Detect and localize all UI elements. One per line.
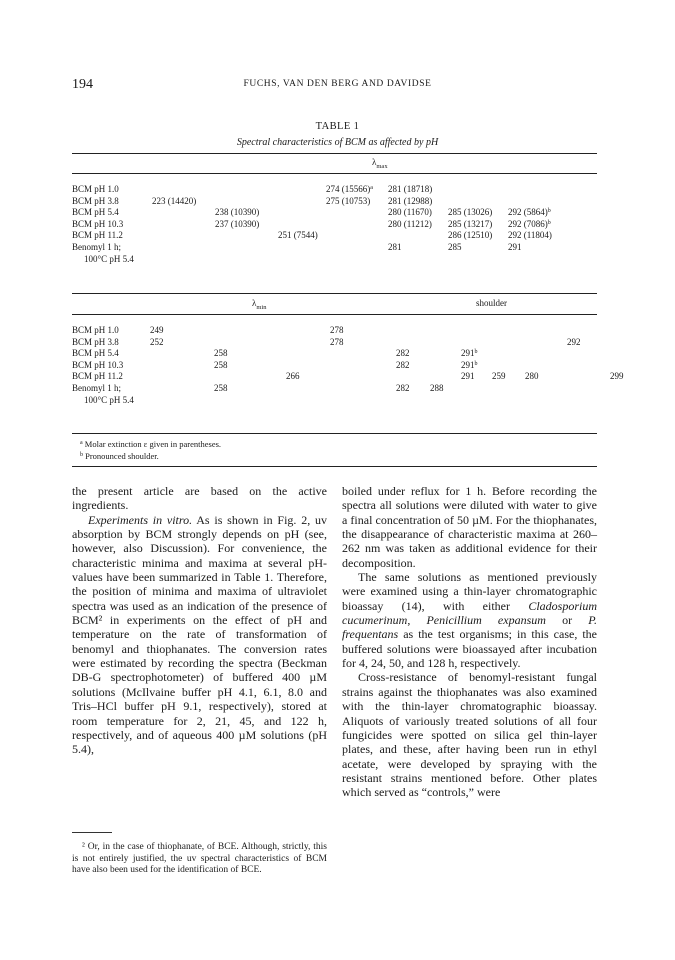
- paragraph: Cross-resistance of benomyl-resistant fungal strains against the thiophanates was also examined with the thin-layer chromatographic bioassay. Aliquots of variously treated solutions of all four fungicides were spotted on silica gel thin-layer plates, and these, after having been run in ethyl acetate, were developed by spraying with the resistant strains mentioned before. Other plates which served as “controls,” were: [342, 670, 597, 800]
- table-cell: 299: [610, 371, 624, 382]
- table-cell: 251 (7544): [278, 230, 318, 241]
- table-cell: 292 (11804): [508, 230, 552, 241]
- table-cell: 266: [286, 371, 300, 382]
- table-cell: 292: [567, 336, 581, 347]
- table-cell: 258: [214, 383, 228, 393]
- table-row-label: 100°C pH 5.4: [84, 394, 134, 405]
- lambda-min-header: $\lambda_{min}$: [252, 298, 267, 311]
- table-row-label: 100°C pH 5.4: [84, 253, 134, 264]
- table-row-label: Benomyl 1 h;: [72, 242, 121, 252]
- table-cell: 280: [525, 371, 539, 382]
- table-cell: 259: [492, 371, 506, 382]
- table-cell: 285 (13026): [448, 207, 493, 218]
- table-row-label: BCM pH 11.2: [72, 371, 123, 382]
- table-cell: 285 (13217): [448, 218, 493, 229]
- table-caption: Spectral characteristics of BCM as affected by pH: [236, 137, 439, 148]
- table-mid-rule: [72, 293, 597, 294]
- table-row-label: BCM pH 10.3: [72, 359, 124, 370]
- table-cell: 291$^b$: [461, 359, 478, 370]
- table-cell: 278: [330, 336, 344, 347]
- table-row-label: BCM pH 11.2: [72, 230, 123, 241]
- table-cell: 274 $(15566)^a$: [326, 184, 373, 194]
- table-row-label: BCM pH 5.4: [72, 207, 119, 218]
- lambda-max-header: $\lambda_{max}$: [372, 157, 388, 170]
- left-column: [72, 484, 327, 757]
- table-title: TABLE 1: [315, 121, 360, 132]
- table-row-label: BCM pH 1.0: [72, 184, 119, 194]
- table-cell: 275 (10753): [326, 195, 371, 206]
- paragraph-experiments: Experiments in vitro. As is shown in Fig. 2, uv absorption by BCM strongly depends on pH (see, however, also Discussion). For convenience, the characteristic minima and maxima at several pH-values have been summarized in Table 1. Therefore, the position of minima and maxima of ultraviolet spectra was used as an indication of the presence of BCM² in experiments on the effect of pH and temperature on the rate of transformation of benomyl and thiophanates. The conversion rates were estimated by recording the spectra (Beckman DB-G spectrophotometer) of buffered 400 µM solutions (McIlvaine buffer pH 4.1, 6.1, 8.0 and Tris–HCl buffer pH 9.1, respectively), stored at room temperature for 2, 21, 45, and 122 h, respectively, and of aqueous 400 µM solutions (pH 5.4),: [72, 512, 327, 757]
- table-cell: 291$^b$: [461, 348, 478, 359]
- table-cell: 237 (10390): [215, 218, 260, 229]
- table-cell: 249: [150, 325, 164, 335]
- table-cell: 282: [396, 348, 410, 359]
- page-number: 194: [72, 77, 93, 92]
- table-cell: 292 $(7086)^b$: [508, 218, 551, 229]
- table-cell: 252: [150, 336, 164, 347]
- table-cell: 281 (18718): [388, 184, 433, 194]
- table-cell: 280 (11670): [388, 207, 432, 218]
- right-column: [342, 484, 597, 800]
- table-cell: 281 (12988): [388, 195, 433, 206]
- table-cell: 280 (11212): [388, 218, 432, 229]
- table-cell: 285: [448, 242, 462, 252]
- table-cell: 282: [396, 359, 410, 370]
- table-header-rule: [72, 173, 597, 174]
- table-cell: 238 (10390): [215, 207, 260, 218]
- table-cell: 291: [508, 242, 522, 252]
- table-cell: 282: [396, 383, 410, 393]
- paragraph: The same solutions as mentioned previously were examined using a thin-layer chromatographic bioassay (14), with either Cladosporium cucumerinum, Penicillium expansum or P. frequentans as the test organisms; in this case, the buffered solutions were bioassayed after incubation for 4, 24, 50, and 128 h, respectively.: [342, 570, 597, 671]
- table-cell: 223 (14420): [152, 195, 197, 206]
- table-cell: 291: [461, 371, 475, 382]
- table-cell: 281: [388, 242, 402, 252]
- table-row-label: Benomyl 1 h;: [72, 383, 121, 393]
- table-row-label: BCM pH 1.0: [72, 325, 119, 335]
- paragraph: the present article are based on the active ingredients.: [72, 484, 327, 513]
- paragraph: boiled under reflux for 1 h. Before recording the spectra all solutions were diluted with water to give a final concentration of 50 µM. For the thiophanates, the disappearance of characteristic maxima at 260–262 nm was taken as additional evidence for their decomposition.: [342, 484, 597, 570]
- table-cell: 286 (12510): [448, 230, 493, 241]
- footnote-2: ² Or, in the case of thiophanate, of BCE. Although, strictly, this is not entirely justified, the uv spectral characteristics of BCM have also been used for the identification of BCE.: [72, 842, 327, 875]
- table-cell: 292 $(5864)^b$: [508, 207, 551, 218]
- table-row-label: BCM pH 3.8: [72, 195, 119, 206]
- table-min-header-rule: [72, 314, 597, 315]
- table-end-rule: [72, 466, 597, 467]
- table-footnote-b: $^b$ Pronounced shoulder.: [80, 451, 159, 461]
- table-row-label: BCM pH 10.3: [72, 218, 124, 229]
- table-footnote-a: $^a$ Molar extinction ε given in parentheses.: [80, 439, 222, 449]
- table-cell: 258: [214, 359, 228, 370]
- table-bottom-rule: [72, 433, 597, 434]
- table-row-label: BCM pH 3.8: [72, 336, 119, 347]
- table-cell: 278: [330, 325, 344, 335]
- table-cell: 258: [214, 348, 228, 359]
- running-title: FUCHS, VAN DEN BERG AND DAVIDSE: [243, 79, 432, 89]
- footnote-rule: [72, 832, 112, 833]
- shoulder-header: shoulder: [476, 298, 507, 308]
- table-top-rule: [72, 153, 597, 154]
- table-cell: 288: [430, 383, 444, 393]
- table-row-label: BCM pH 5.4: [72, 348, 119, 359]
